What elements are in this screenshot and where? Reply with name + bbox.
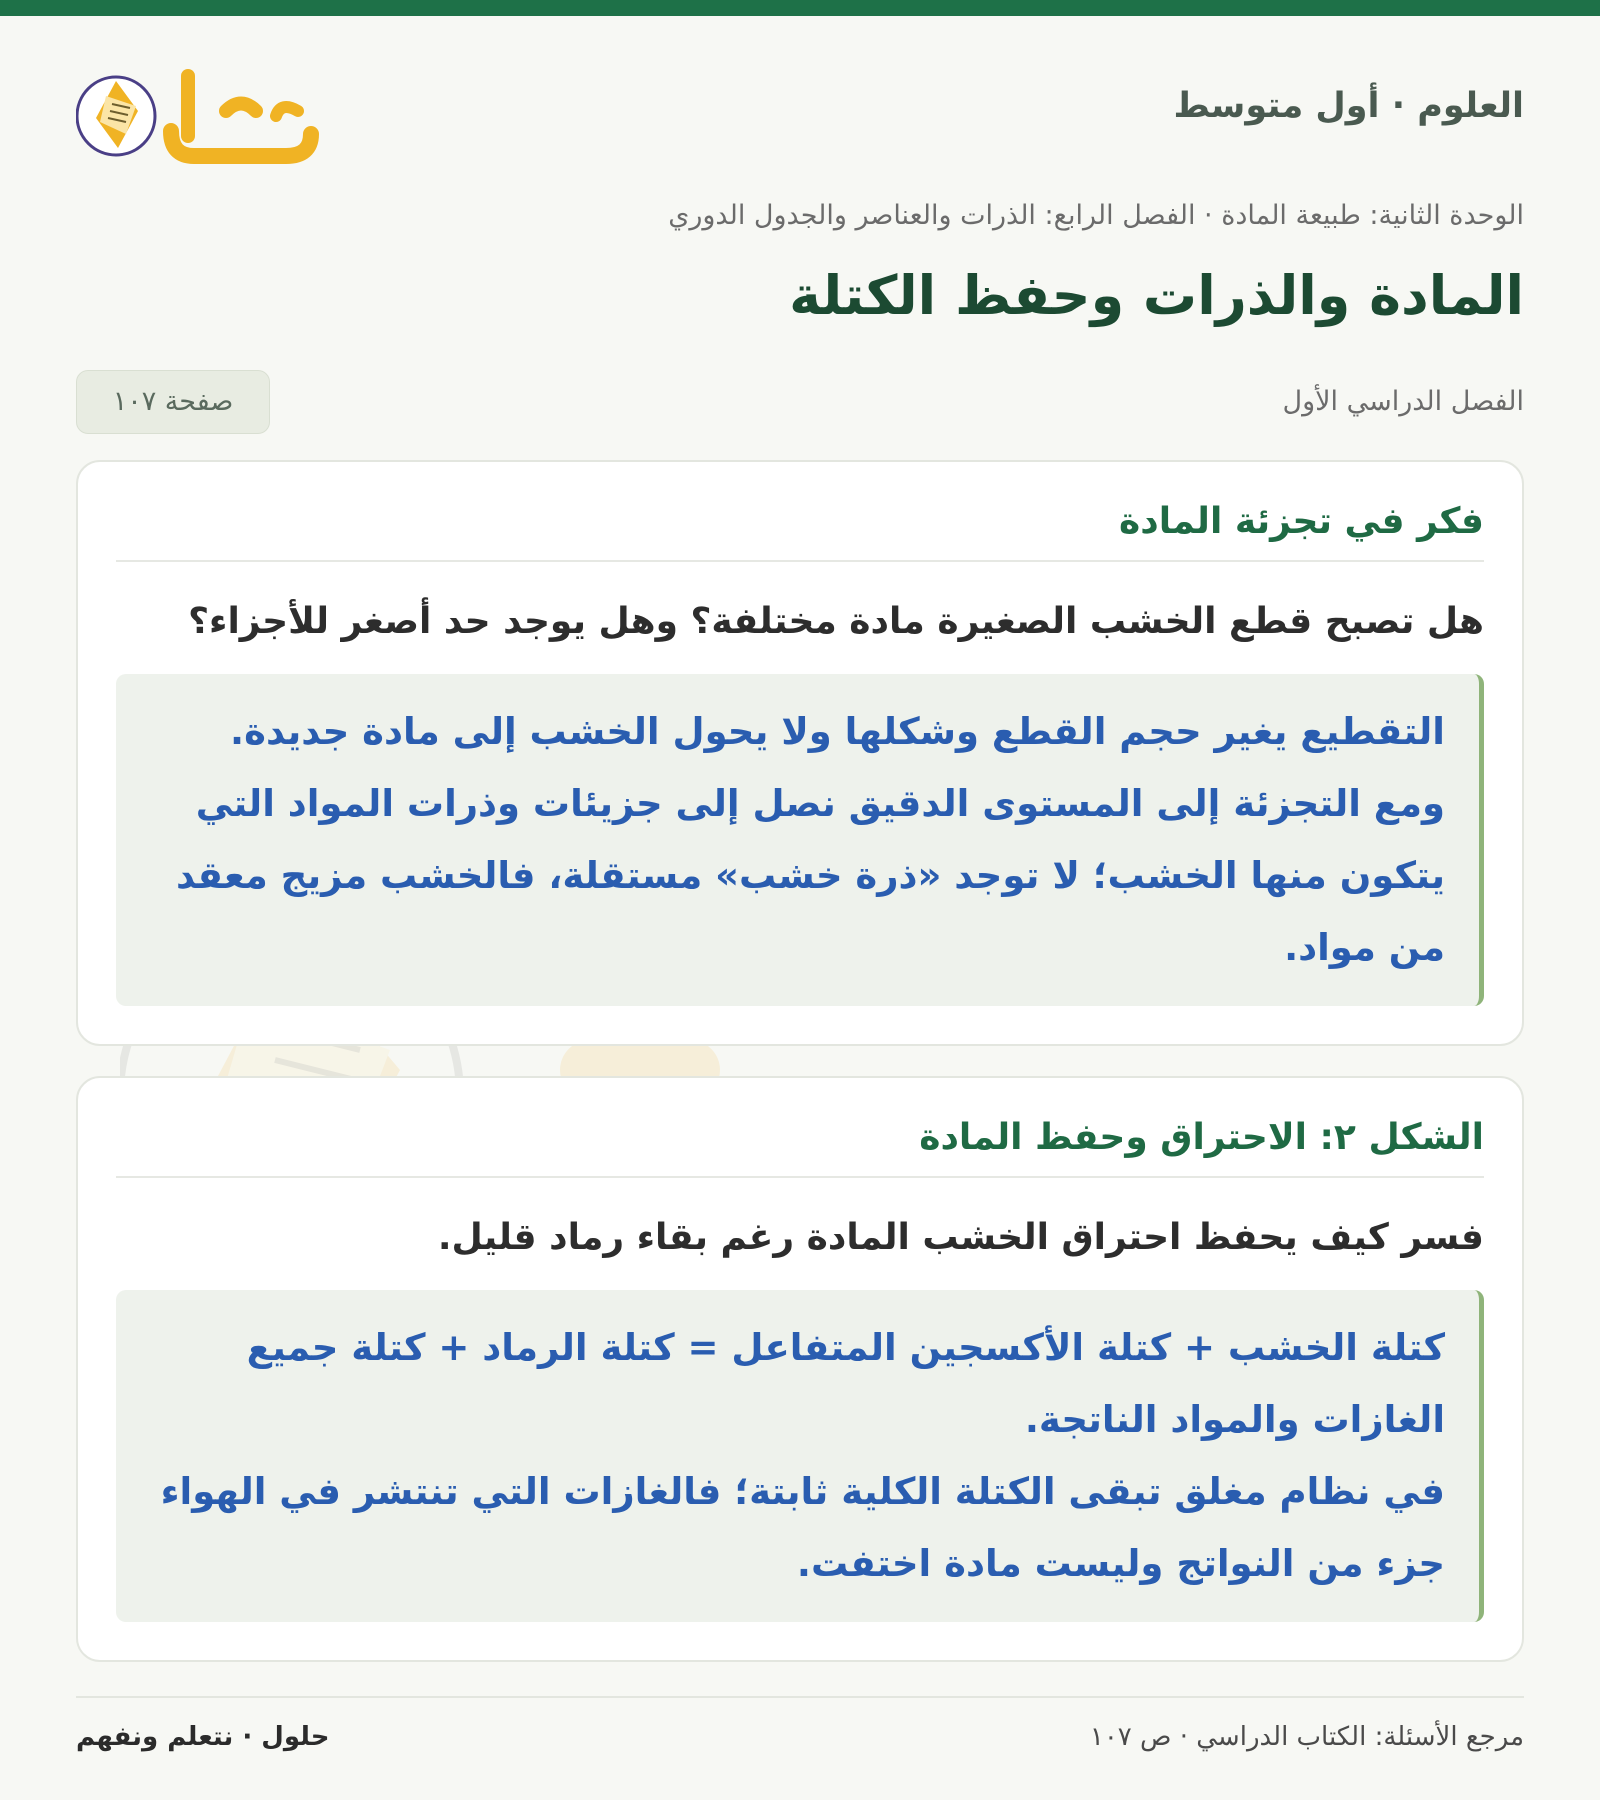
term-label: الفصل الدراسي الأول [1282, 386, 1524, 417]
footer-reference: مرجع الأسئلة: الكتاب الدراسي · ص ١٠٧ [1089, 1722, 1524, 1752]
answer-box [116, 1290, 1484, 1622]
question-card-1 [76, 460, 1524, 1046]
book-circle-icon [77, 77, 155, 155]
question-card-2 [76, 1076, 1524, 1662]
hulul-logo [76, 56, 336, 171]
answer-line: التقطيع يغير حجم القطع وشكلها ولا يحول الخشب إلى مادة جديدة. [230, 710, 1445, 753]
card-title: فكر في تجزئة المادة [116, 462, 1484, 562]
page-footer [76, 1696, 1524, 1778]
question-text: هل تصبح قطع الخشب الصغيرة مادة مختلفة؟ وهل يوجد حد أصغر للأجزاء؟ [188, 601, 1484, 642]
answer-box [116, 674, 1484, 1006]
subject-label: العلوم · أول متوسط [1173, 86, 1524, 126]
meta-row [76, 370, 1524, 440]
page-header [76, 16, 1524, 196]
top-accent-bar [0, 0, 1600, 16]
card-title: الشكل ٢: الاحتراق وحفظ المادة [116, 1078, 1484, 1178]
page-number-badge: صفحة ١٠٧ [76, 370, 270, 434]
unit-breadcrumb: الوحدة الثانية: طبيعة المادة · الفصل الرابع: الذرات والعناصر والجدول الدوري [668, 200, 1524, 231]
page-title: المادة والذرات وحفظ الكتلة [789, 264, 1524, 327]
answer-line: كتلة الخشب + كتلة الأكسجين المتفاعل = كتلة الرماد + كتلة جميع الغازات والمواد الناتجة. [246, 1326, 1445, 1441]
answer-line: في نظام مغلق تبقى الكتلة الكلية ثابتة؛ فالغازات التي تنتشر في الهواء جزء من النواتج وليست مادة اختفت. [160, 1470, 1445, 1585]
question-text: فسر كيف يحفظ احتراق الخشب المادة رغم بقاء رماد قليل. [437, 1217, 1484, 1258]
footer-brand: حلول · نتعلم ونفهم [76, 1722, 330, 1752]
answer-line: ومع التجزئة إلى المستوى الدقيق نصل إلى جزيئات وذرات المواد التي يتكون منها الخشب؛ لا توجد «ذرة خشب» مستقلة، فالخشب مزيج معقد من مواد. [175, 782, 1445, 969]
